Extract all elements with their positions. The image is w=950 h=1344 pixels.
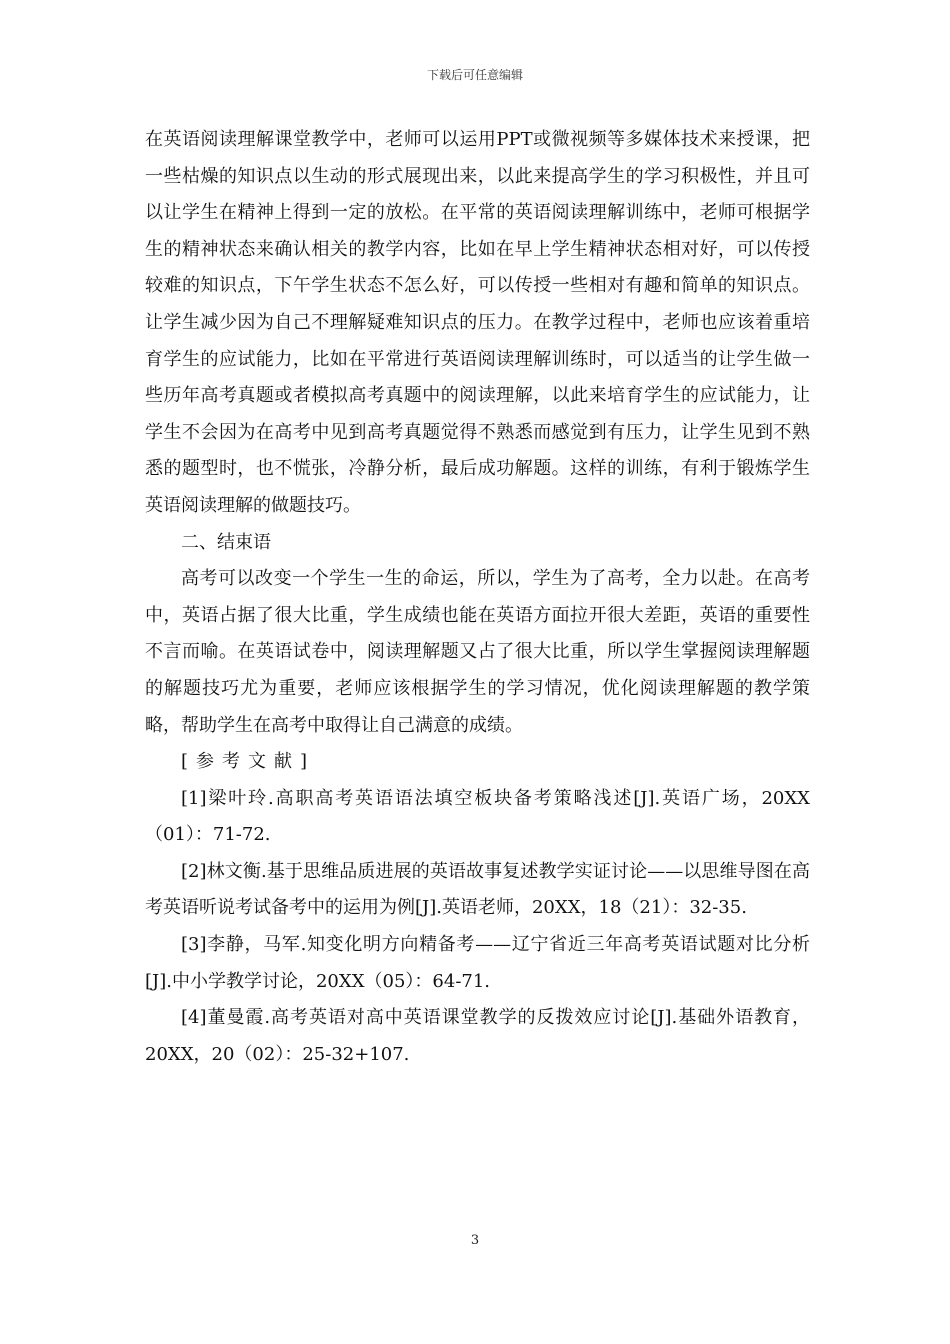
page-header: 下载后可任意编辑: [426, 68, 523, 82]
section-heading: 二、结束语: [181, 531, 271, 553]
document-body: [145, 122, 810, 1073]
references-heading: [参考文献]: [181, 751, 316, 773]
reference-item-1: [1]梁叶玲.高职高考英语语法填空板块备考策略浅述[J].英语广场，20XX（01）：71-72.: [145, 787, 810, 846]
body-paragraph-2: 高考可以改变一个学生一生的命运，所以，学生为了高考，全力以赴。在高考中，英语占据了很大比重，学生成绩也能在英语方面拉开很大差距，英语的重要性不言而喻。在英语试卷中，阅读理解题又占了很大比重，所以学生掌握阅读理解题的解题技巧尤为重要，老师应该根据学生的学习情况，优化阅读理解题的教学策略，帮助学生在高考中取得让自己满意的成绩。: [145, 568, 810, 736]
reference-item-4: [4]董曼霞.高考英语对高中英语课堂教学的反拨效应讨论[J].基础外语教育，20XX，20（02）：25-32+107.: [145, 1007, 810, 1065]
body-paragraph-1: 在英语阅读理解课堂教学中，老师可以运用PPT或微视频等多媒体技术来授课，把一些枯燥的知识点以生动的形式展现出来，以此来提高学生的学习积极性，并且可以让学生在精神上得到一定的放松。在平常的英语阅读理解训练中，老师可根据学生的精神状态来确认相关的教学内容，比如在早上学生精神状态相对好，可以传授较难的知识点，下午学生状态不怎么好，可以传授一些相对有趣和简单的知识点。让学生减少因为自己不理解疑难知识点的压力。在教学过程中，老师也应该着重培育学生的应试能力，比如在平常进行英语阅读理解训练时，可以适当的让学生做一些历年高考真题或者模拟高考真题中的阅读理解，以此来培育学生的应试能力，让学生不会因为在高考中见到高考真题觉得不熟悉而感觉到有压力，让学生见到不熟悉的题型时，也不慌张，冷静分析，最后成功解题。这样的训练，有利于锻炼学生英语阅读理解的做题技巧。: [145, 129, 810, 516]
page-number: 3: [470, 1233, 480, 1248]
reference-item-3: [3]李静，马军.知变化明方向精备考——辽宁省近三年高考英语试题对比分析[J].中小学教学讨论，20XX（05）：64-71.: [145, 934, 810, 992]
reference-item-2: [2]林文衡.基于思维品质进展的英语故事复述教学实证讨论——以思维导图在高考英语听说考试备考中的运用为例[J].英语老师，20XX，18（21）：32-35.: [145, 860, 810, 919]
